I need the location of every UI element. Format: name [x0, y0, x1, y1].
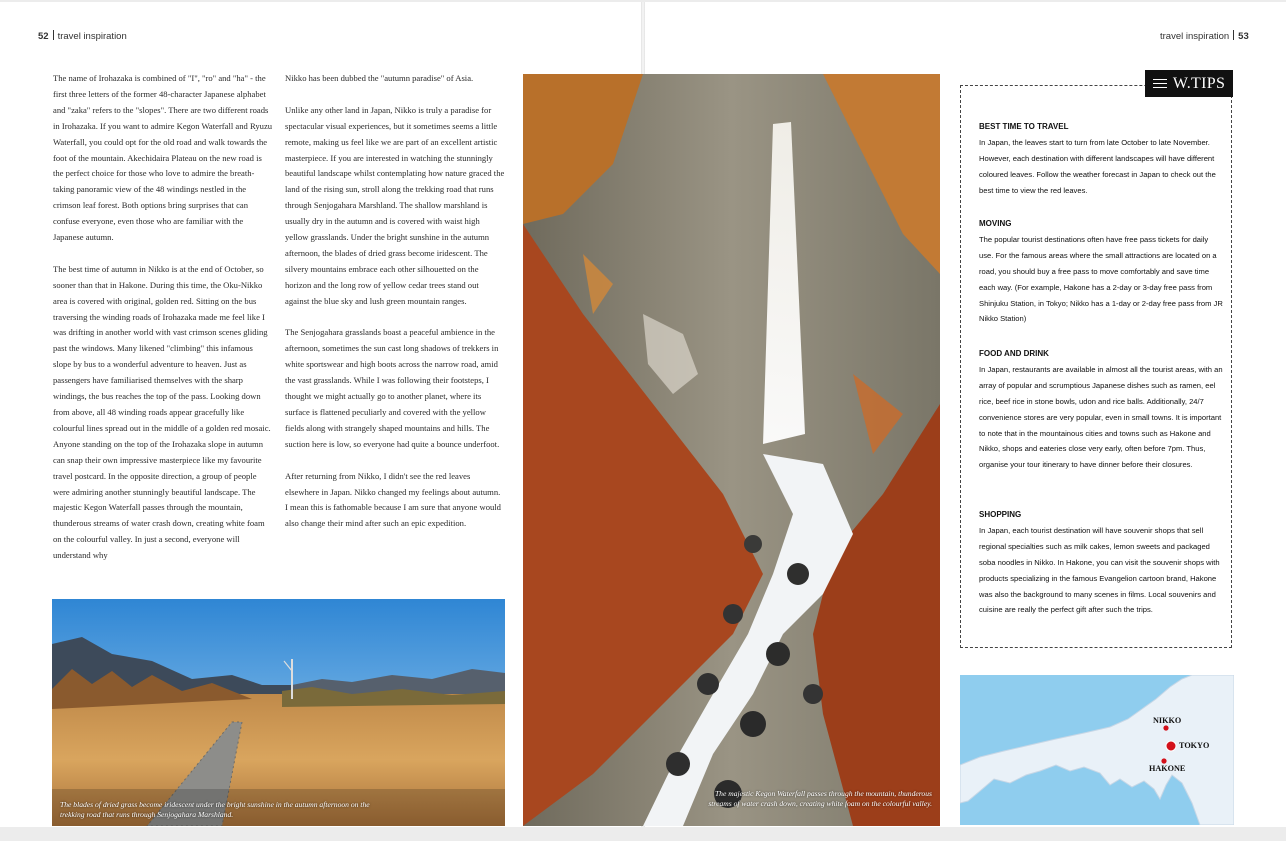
tip-moving	[979, 216, 1223, 327]
paragraph: After returning from Nikko, I didn't see the red leaves elsewhere in Japan. Nikko changed my feelings about autumn. I mean this is fathomable because I am sure that anyone would also change their mind after such an epic expedition.	[285, 470, 501, 529]
right-page-number: 53	[1238, 31, 1249, 42]
tip-body: The popular tourist destinations often have free pass tickets for daily use. For the famous areas where the small attractions are located on a road, you should buy a free pass to move comfortably and save time each way. (For example, Hakone has a 2-day or 3-day free pass from Shinjuku Station, in Tokyo; Nikko has a 1-day or 2-day free pass from JR Nikko Station)	[979, 234, 1223, 324]
map-label-hakone: HAKONE	[1149, 764, 1186, 773]
paragraph: Unlike any other land in Japan, Nikko is truly a paradise for spectacular visual experiences, but it sometimes seems a little remote, making us feel like we are part of an excellent artistic masterpiece. If you are interested in watching the stunningly beautiful landscape whilst contemplating how nature graced the land of the rising sun, stroll along the trekking road that runs through Senjogahara Marshland. The shallow marshland is usually dry in the autumn and is covered with waist high yellow grasslands. Under the bright sunshine in the autumn afternoon, the blades of dried grass become iridescent. The silvery mountains embrace each other silhouetted on the horizon and the long row of yellow cedar trees stand out against the blue sky and lush green mountain ranges.	[285, 104, 505, 306]
tip-body: In Japan, the leaves start to turn from late October to late November. However, each destination with different landscapes will have different coloured leaves. Follow the weather forecast in Japan to check out the best time to view the red leaves.	[979, 137, 1216, 195]
paragraph: The name of Irohazaka is combined of "I", "ro" and "ha" - the first three letters of the former 48-character Japanese alphabet and "zaka" refers to the "slopes". There are two different roads in Irohazaka. If you want to admire Kegon Waterfall and Ryuzu Waterfall, you could opt for the old road and walk towards the foot of the mountain. Akechidaira Plateau on the new road is the perfect choice for those who love to admire the breath-taking panoramic view of the 48 windings nestled in the crimson leaf forest. Both options bring surprises that can confuse everyone, even those who are familiar with the Japanese autumn.	[53, 73, 273, 243]
paragraph: Nikko has been dubbed the "autumn paradise" of Asia.	[285, 73, 474, 83]
tip-food-drink	[979, 346, 1223, 473]
waterfall-photo	[523, 74, 940, 826]
tips-title: W.TIPS	[1172, 74, 1226, 92]
tip-heading: MOVING	[979, 219, 1012, 228]
tip-heading: BEST TIME TO TRAVEL	[979, 122, 1069, 131]
paragraph: The best time of autumn in Nikko is at the end of October, so sooner than that in Hakone. During this time, the Oku-Nikko area is covered with original, golden red. Sitting on the bus traversing the winding roads of Irohazaka made me feel like I was drifting in another world with vast crimson scenes gliding past the windows. Many likened "climbing" this infamous slope by bus to a wonderful adventure to heaven. Just as passengers have familiarised themselves with the sharp windings, the bus reaches the top of the pass. Looking down from above, all 48 winding roads appear gracefully like colourful lines spread out in the middle of a golden red mosaic. Anyone standing on the top of the Irohazaka slope in autumn can snap their own impressive masterpiece like my favourite travel postcard. In the opposite direction, a group of people were admiring another stunningly beautiful landscape. The majestic Kegon Waterfall passes through the mountain, thunderous streams of water crash down, creating white foam on the colourful valley. In just a second, everyone will understand why	[53, 263, 271, 561]
left-page-number: 52	[38, 31, 49, 42]
tips-header	[1145, 70, 1233, 97]
left-section-name: travel inspiration	[57, 31, 127, 42]
left-folio	[38, 30, 127, 42]
paragraph: The Senjogahara grasslands boast a peaceful ambience in the afternoon, sometimes the sun cast long shadows of trekkers in white sportswear and high boots across the narrow road, amid the vast grasslands. While I was following their footsteps, I thought we might actually go to another planet, where its surface is flattened peculiarly and covered with the yellow fields along with strangely shaped mountains and hills. The suction here is low, so everyone had quite a bounce underfoot.	[285, 327, 500, 449]
menu-icon	[1153, 79, 1167, 89]
tip-body: In Japan, restaurants are available in almost all the tourist areas, with an array of popular and scrumptious Japanese dishes such as ramen, eel rice, beef rice in stone bowls, udon and rice balls. Additionally, 24/7 convenience stores are very popular, even in small towns. It is important to note that in the mountainous cities and towns such as Hakone and Nikko, shops and eateries close very early, often before 7pm. Thus, organise your tour itinerary to have dinner before their closures.	[979, 364, 1223, 470]
tip-shopping	[979, 507, 1223, 618]
tip-best-time	[979, 119, 1223, 199]
tip-heading: FOOD AND DRINK	[979, 349, 1049, 358]
marshland-photo-caption: The blades of dried grass become iridescent under the bright sunshine in the autumn afternoon on the trekking road that runs through Senjogahara Marshland.	[60, 800, 370, 819]
article-column-1	[53, 71, 273, 580]
right-folio	[1160, 30, 1249, 42]
marshland-photo	[52, 599, 505, 826]
article-column-2	[285, 71, 505, 548]
waterfall-photo-caption: The majestic Kegon Waterfall passes through the mountain, thunderous streams of water crash down, creating white foam on the colourful valley.	[708, 789, 932, 808]
right-section-name: travel inspiration	[1160, 31, 1230, 42]
tip-heading: SHOPPING	[979, 510, 1022, 519]
map-label-nikko: NIKKO	[1153, 716, 1182, 725]
tip-body: In Japan, each tourist destination will have souvenir shops that sell regional specialties such as milk cakes, lemon sweets and packaged soba noodles in Nikko. In Hakone, you can visit the souvenir shops with products specializing in the famous Evangelion cartoon brand, Hakone was also the background to many scenes in films. Local souvenirs and cuisine are really the perfect gift after such the trips.	[979, 525, 1220, 615]
japan-map	[960, 675, 1234, 825]
map-label-tokyo: TOKYO	[1179, 741, 1210, 750]
